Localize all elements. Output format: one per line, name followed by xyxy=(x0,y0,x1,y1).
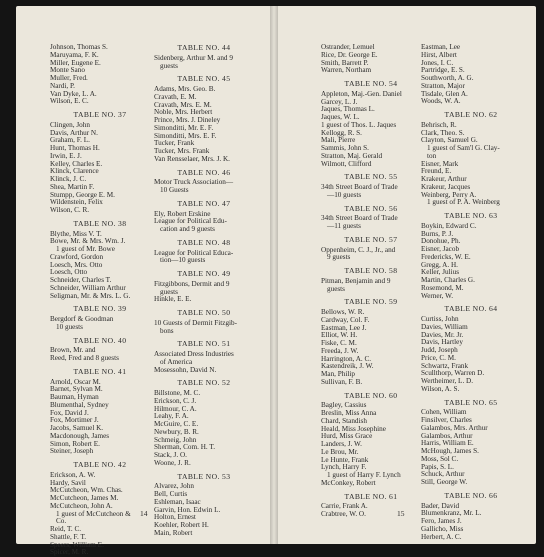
guest-entry: Bergdorf & Goodman xyxy=(50,315,114,323)
guest-entry: McHough, James S. xyxy=(421,447,479,455)
guest-entry: Irwin, E. J. xyxy=(50,151,82,160)
guest-entry: Speers, William E. xyxy=(50,540,104,549)
guest-entry: Garvin, Hon. Edwin L. xyxy=(154,505,221,514)
guest-entry: Billstone, M. C. xyxy=(154,389,201,397)
table-heading: TABLE NO. 65 xyxy=(444,397,498,407)
guest-entry: Papis, S. L. xyxy=(421,462,454,471)
guest-entry: Tisdale, Glen A. xyxy=(421,89,468,98)
guest-entry: Crabtree, W. O. xyxy=(321,510,366,518)
guest-entry: Mali, Pierre xyxy=(321,136,356,145)
table-heading: TABLE NO. 63 xyxy=(444,211,498,220)
guest-entry: Seligman, Mr. & Mrs. L. G. xyxy=(50,291,131,300)
guest-entry: Muller, Fred. xyxy=(50,74,88,82)
guest-entry: Sherman, Com. H. T. xyxy=(154,443,216,452)
table-heading: TABLE NO. 46 xyxy=(177,167,231,177)
guest-entry: Ostrander, Lemuel xyxy=(321,43,375,51)
guest-entry: Elliot, W. H. xyxy=(321,331,358,340)
guest-entry: 1 guest of Thos. L. Jaques xyxy=(321,120,397,129)
guest-entry: Werner, W. xyxy=(421,291,454,300)
guest-entry: Van Dyke, L. A. xyxy=(50,89,97,98)
guest-entry: Curtiss, John xyxy=(421,315,459,323)
table-heading: TABLE NO. 66 xyxy=(444,490,498,500)
guest-entry: Krakeur, Arthur xyxy=(421,175,467,183)
guest-entry: —11 guests xyxy=(327,222,361,230)
table-heading: TABLE NO. 60 xyxy=(344,390,398,400)
guest-entry: Bagley, Cassius xyxy=(321,401,367,410)
table-heading: TABLE NO. 57 xyxy=(344,234,398,244)
table-heading: TABLE NO. 44 xyxy=(177,43,231,52)
guest-entry: Wildenstein, Felix xyxy=(50,198,103,207)
guest-entry: guests xyxy=(327,284,345,293)
guest-entry: Sidenberg, Arthur M. and 9 xyxy=(154,53,233,62)
guest-entry: Price, C. M. xyxy=(421,353,456,362)
guest-entry: Finsilver, Charles xyxy=(421,416,472,424)
guest-entry: Bellows, W. R. xyxy=(321,308,365,316)
guest-entry: League for Political Educa- xyxy=(154,248,234,257)
guest-entry: Hunt, Thomas H. xyxy=(50,144,100,152)
guest-entry: Schneider, William Arthur xyxy=(50,283,126,292)
guest-entry: Scullthorp, Warren D. xyxy=(421,369,485,378)
guest-entry: Bowe, Mr. & Mrs. Wm. J. xyxy=(50,237,126,246)
guest-entry: Stumpp, George E. M. xyxy=(50,190,115,199)
guest-entry: guests xyxy=(160,287,178,296)
guest-entry: Hardy, Savil xyxy=(50,478,86,487)
guest-entry: McCutcheon, Wm. Chas. xyxy=(50,486,123,495)
guest-entry: Eshleman, Isaac xyxy=(154,497,201,506)
table-heading: TABLE NO. 49 xyxy=(177,269,231,278)
guest-entry: Smith, Barrett P. xyxy=(321,58,369,67)
guest-entry: Martin, Charles G. xyxy=(421,276,475,284)
guest-entry: Fox, David J. xyxy=(50,408,89,417)
guest-entry: Miller, Eugene E. xyxy=(50,58,101,67)
guest-entry: Rosemond, M. xyxy=(421,283,464,292)
guest-entry: Kellogg, R. S. xyxy=(321,128,362,137)
guest-entry: Schmeig, John xyxy=(154,435,197,444)
guest-entry: Prince, Mrs. J. Dineley xyxy=(154,116,221,124)
guest-entry: Blythe, Miss V. T. xyxy=(50,229,102,238)
guest-entry: Shattle, F. T. xyxy=(50,532,87,541)
guest-entry: Jaques, Thomas L. xyxy=(321,105,375,114)
table-heading: TABLE NO. 40 xyxy=(73,335,127,345)
guest-entry: Galambos, Arthur xyxy=(421,431,473,440)
guest-entry: Erickson, A. W. xyxy=(50,470,96,479)
guest-entry: Cardway, Col. F. xyxy=(321,315,370,324)
guest-entry: Herbert, A. C. xyxy=(421,532,462,541)
guest-entry: Tucker, Mrs. Frank xyxy=(154,147,210,155)
guest-entry: —10 guests xyxy=(327,190,362,199)
guest-entry: Freeda, J. W. xyxy=(321,346,359,355)
guest-entry: Davies, Mr. Jr. xyxy=(421,330,464,339)
guest-entry: Southworth, A. G. xyxy=(421,74,474,82)
guest-entry: Warren, Northam xyxy=(321,66,372,75)
guest-entry: Sammis, John S. xyxy=(321,144,369,152)
guest-entry: Steiner, Joseph xyxy=(50,447,94,456)
guest-entry: Eastman, Lee xyxy=(421,43,461,51)
guest-entry: guests xyxy=(160,61,178,70)
table-heading: TABLE NO. 64 xyxy=(444,304,498,314)
guest-entry: Nardi, P. xyxy=(50,81,75,90)
guest-entry: Bauman, Hyman xyxy=(50,393,99,401)
table-heading: TABLE NO. 38 xyxy=(73,218,127,228)
guest-entry: Fox, Mortimer J. xyxy=(50,416,99,425)
table-heading: TABLE NO. 39 xyxy=(73,304,127,314)
guest-entry: Fitzgibbons, Dermit and 9 xyxy=(154,279,230,288)
guest-entry: 10 guests xyxy=(56,322,83,331)
guest-entry: 10 Guests of Dermit Fitzgib- xyxy=(154,318,238,327)
guest-entry: Pitman, Benjamin and 9 xyxy=(321,276,391,285)
guest-entry: Harris, William E. xyxy=(421,439,474,448)
guest-entry: Bell, Curtis xyxy=(154,490,188,498)
guest-entry: 34th Street Board of Trade xyxy=(321,183,398,191)
table-heading: TABLE NO. 45 xyxy=(177,74,231,84)
guest-entry: Schuck, Arthur xyxy=(421,470,465,479)
guest-entry: Erickson, C. J. xyxy=(154,396,197,405)
guest-entry: Weinberg, Perry A. xyxy=(421,190,477,199)
guest-entry: Carrie, Frank A. xyxy=(321,502,368,511)
guest-entry: Le Hunte, Frank xyxy=(321,455,369,464)
table-heading: TABLE NO. 54 xyxy=(344,79,398,88)
guest-entry: Breslin, Miss Anna xyxy=(321,409,377,417)
table-heading: TABLE NO. 47 xyxy=(177,198,231,208)
guest-entry: Graham, F. L. xyxy=(50,136,90,145)
guest-entry: Boykin, Edward C. xyxy=(421,221,477,230)
guest-entry: Le Brou, Mr. xyxy=(321,447,359,456)
guest-entry: 34th Street Board of Trade xyxy=(321,214,398,223)
guest-entry: Wilmott, Clifford xyxy=(321,159,372,168)
guest-entry: Jaques, W. L. xyxy=(321,113,360,121)
guest-entry: 10 Guests xyxy=(160,186,189,194)
guest-entry: Blumenthal, Sydney xyxy=(50,400,109,409)
guest-entry: Brown, Mr. and xyxy=(50,346,96,355)
guest-entry: Kastendreik, J. W. xyxy=(321,362,374,371)
guest-entry: Woone, J. R. xyxy=(154,458,191,467)
guest-entry: 1 guest of Harry F. Lynch xyxy=(327,471,401,479)
guest-entry: Schwartz, Frank xyxy=(421,361,469,370)
guest-entry: Appleton, Maj.-Gen. Daniel xyxy=(321,89,402,98)
right-page-column-1 xyxy=(321,44,421,519)
guest-entry: 9 guests xyxy=(327,253,351,262)
guest-entry: Partridge, E. S. xyxy=(421,66,465,75)
guest-entry: Still, George W. xyxy=(421,478,468,486)
table-heading: TABLE NO. 50 xyxy=(177,308,231,317)
guest-entry: Jones, I. C. xyxy=(421,58,454,67)
guest-entry: Fiske, C. M. xyxy=(321,339,357,347)
table-heading: TABLE NO. 61 xyxy=(344,491,398,501)
guest-entry: Ely, Robert Erskine xyxy=(154,209,211,218)
right-page xyxy=(274,6,536,544)
guest-entry: Associated Dress Industries xyxy=(154,350,234,358)
guest-entry: Davies, William xyxy=(421,322,468,331)
guest-entry: 1 guest of Sam'l G. Clay- xyxy=(427,144,500,152)
guest-entry: Stratton, Maj. Gerald xyxy=(321,151,383,160)
table-heading: TABLE NO. 56 xyxy=(344,203,398,213)
guest-entry: Noble, Mrs. Herbert xyxy=(154,108,213,117)
guest-entry: Main, Robert xyxy=(154,528,193,537)
guest-entry: Barnet, Sylvan M. xyxy=(50,385,103,394)
guest-entry: Judd, Joseph xyxy=(421,346,458,354)
table-heading: TABLE NO. 41 xyxy=(73,366,127,376)
table-heading: TABLE NO. 52 xyxy=(177,378,231,388)
guest-entry: cation and 9 guests xyxy=(160,225,215,233)
guest-entry: Alvarez, John xyxy=(154,482,194,491)
guest-entry: Bader, David xyxy=(421,501,460,510)
guest-entry: Simon, Robert E. xyxy=(50,439,100,448)
guest-entry: McCutcheon, John A. xyxy=(50,501,113,510)
guest-entry: tion—10 guests xyxy=(160,256,206,265)
guest-entry: Co. xyxy=(56,517,67,526)
guest-entry: Monte Sano xyxy=(50,66,85,75)
guest-entry: Woods, W. A. xyxy=(421,97,461,106)
guest-entry: 1 guest of P. A. Weinberg xyxy=(427,198,500,207)
guest-entry: Crawford, Gordon xyxy=(50,252,104,261)
guest-entry: Fero, James J. xyxy=(421,517,462,525)
guest-entry: Harrington, A. C. xyxy=(321,354,372,363)
table-heading: TABLE NO. 42 xyxy=(73,460,127,469)
table-heading: TABLE NO. 58 xyxy=(344,266,398,275)
guest-entry: Blumenkranz, Mr. L. xyxy=(421,509,482,518)
guest-entry: 1 guest of Mr. Bowe xyxy=(56,245,115,253)
table-heading: TABLE NO. 59 xyxy=(344,297,398,307)
guest-entry: Chard, Standish xyxy=(321,416,367,425)
guest-entry: Eisner, Mark xyxy=(421,159,459,168)
table-heading: TABLE NO. 48 xyxy=(177,237,231,247)
guest-entry: Hurd, Miss Grace xyxy=(321,432,373,441)
guest-entry: Landers, J. W. xyxy=(321,440,362,448)
guest-entry: Hilmour, C. A. xyxy=(154,404,197,413)
left-page xyxy=(16,6,274,557)
guest-entry: Sullivan, F. B. xyxy=(321,377,363,386)
table-heading: TABLE NO. 53 xyxy=(177,471,231,481)
guest-entry: Macdonough, James xyxy=(50,431,110,440)
guest-entry: Reid, T. C. xyxy=(50,525,82,533)
guest-entry: Keller, Julius xyxy=(421,268,460,277)
guest-entry: Reed, Fred and 8 guests xyxy=(50,354,119,362)
guest-entry: Davis, Hartley xyxy=(421,338,463,347)
guest-entry: Stratton, Major xyxy=(421,81,465,90)
guest-entry: Eastman, Lee J. xyxy=(321,323,367,332)
book-gutter xyxy=(270,6,278,544)
guest-entry: Moss, Sol C. xyxy=(421,454,459,463)
guest-entry: Maruyama, F. K. xyxy=(50,50,99,59)
guest-entry: Wilson, E. C. xyxy=(50,97,89,106)
guest-entry: Newbury, B. R. xyxy=(154,427,199,436)
guest-entry: Tucker, Frank xyxy=(154,139,195,148)
guest-entry: Heald, Miss Josephine xyxy=(321,424,386,433)
guest-entry: Clark, Theo. S. xyxy=(421,128,465,137)
guest-entry: Freund, E. xyxy=(421,167,452,176)
guest-entry: Spicer, M. R. xyxy=(50,548,89,557)
guest-entry: Jacobs, Samuel K. xyxy=(50,424,104,432)
guest-entry: Davis, Arthur N. xyxy=(50,128,98,137)
guest-entry: Simonditti, Mrs. E. F. xyxy=(154,131,217,140)
table-heading: TABLE NO. 62 xyxy=(444,110,498,119)
guest-entry: McGuire, C. E. xyxy=(154,420,199,428)
guest-entry: Krakeur, Jacques xyxy=(421,182,471,191)
guest-entry: McConkey, Robert xyxy=(321,478,376,487)
guest-entry: Stack, J. O. xyxy=(154,451,187,459)
guest-entry: Fredericks, W. E. xyxy=(421,252,471,261)
guest-entry: Eisner, Jacob xyxy=(421,245,460,253)
guest-entry: Loesch, Mrs. Otto xyxy=(50,260,103,269)
page-number-left: 14 xyxy=(140,509,148,518)
guest-entry: Garcey, L. J. xyxy=(321,97,358,106)
guest-entry: Van Rensselaer, Mrs. J. K. xyxy=(154,154,230,163)
table-heading: TABLE NO. 37 xyxy=(73,110,127,119)
guest-entry: Leahy, F. A. xyxy=(154,412,189,421)
guest-entry: Gallicho, Miss xyxy=(421,524,464,533)
guest-entry: Galambos, Mrs. Arthur xyxy=(421,423,488,432)
booklet-spread xyxy=(16,6,536,557)
guest-entry: Mosessohn, David N. xyxy=(154,365,217,374)
guest-entry: Burns, P. J. xyxy=(421,229,454,238)
guest-entry: bons xyxy=(160,326,174,335)
guest-entry: Gregg, A. H. xyxy=(421,260,458,269)
guest-entry: Oppenheim, C. J., Jr., and xyxy=(321,245,396,254)
table-heading: TABLE NO. 51 xyxy=(177,339,231,349)
guest-entry: 1 guest of McCutcheon & xyxy=(56,509,131,518)
guest-entry: Loesch, Otto xyxy=(50,268,88,277)
guest-entry: Lynch, Harry F. xyxy=(321,463,367,472)
guest-entry: Cravath, E. M. xyxy=(154,92,197,101)
guest-entry: Wilson, A. S. xyxy=(421,384,460,393)
guest-entry: Cohen, William xyxy=(421,408,467,417)
guest-entry: Rice, Dr. George E. xyxy=(321,50,378,59)
guest-entry: Koehler, Robert H. xyxy=(154,521,209,529)
guest-entry: Hinkle, E. E. xyxy=(154,295,192,304)
guest-entry: Klinck, Clarence xyxy=(50,167,99,176)
guest-entry: Man, Philip xyxy=(321,370,355,378)
page-number-right: 15 xyxy=(397,509,405,518)
left-page-column-2 xyxy=(154,44,254,538)
guest-entry: ton xyxy=(427,151,437,160)
left-page-column-1 xyxy=(50,44,150,557)
guest-entry: Schneider, Charles T. xyxy=(50,276,112,284)
guest-entry: Klinck, J. C. xyxy=(50,175,87,183)
guest-entry: Wilson, C. R. xyxy=(50,206,90,214)
guest-entry: McCutcheon, James M. xyxy=(50,494,119,502)
guest-entry: of America xyxy=(160,357,193,366)
right-page-column-2 xyxy=(421,44,521,541)
guest-entry: Kelley, Charles E. xyxy=(50,159,103,168)
guest-entry: League for Political Edu- xyxy=(154,217,227,226)
guest-entry: Motor Truck Association— xyxy=(154,178,234,187)
guest-entry: Adams, Mrs. Geo. B. xyxy=(154,85,216,93)
guest-entry: Cravath, Mrs. E. M. xyxy=(154,100,212,109)
guest-entry: Shea, Martin F. xyxy=(50,182,95,191)
table-heading: TABLE NO. 55 xyxy=(344,172,398,182)
guest-entry: Simonditti, Mr. E. F. xyxy=(154,123,214,132)
guest-entry: Holton, Ernest xyxy=(154,513,196,522)
guest-entry: Wertheimer, L. D. xyxy=(421,377,474,385)
guest-entry: Clayton, Samuel G. xyxy=(421,136,478,145)
guest-entry: Behrisch, R. xyxy=(421,120,457,129)
guest-entry: Johnson, Thomas S. xyxy=(50,43,108,51)
guest-entry: Donohue, Ph. xyxy=(421,237,461,246)
guest-entry: Hirst, Albert xyxy=(421,50,457,59)
guest-entry: Arnold, Oscar M. xyxy=(50,377,101,386)
guest-entry: Clingen, John xyxy=(50,120,90,129)
